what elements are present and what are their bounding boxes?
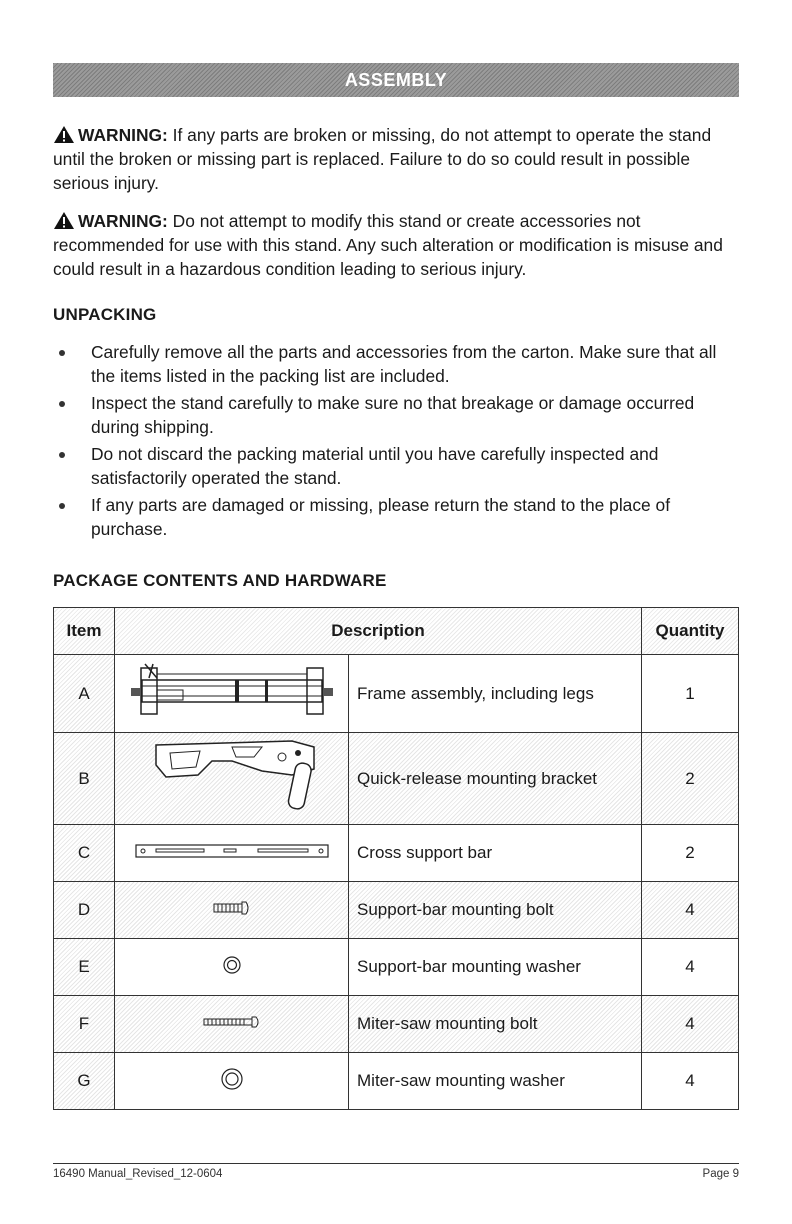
bullet-icon [59, 503, 65, 509]
cross-bar-icon [134, 843, 330, 859]
item-quantity: 4 [642, 882, 739, 939]
frame-assembly-icon [127, 660, 337, 722]
section-banner [53, 63, 739, 97]
footer-divider [53, 1163, 739, 1164]
table-row [54, 733, 739, 825]
washer-icon [220, 1067, 244, 1091]
item-description: Quick-release mounting bracket [349, 733, 642, 825]
bullet-icon [59, 452, 65, 458]
table-row [54, 996, 739, 1053]
mounting-bracket-icon [142, 735, 322, 817]
item-description: Frame assembly, including legs [349, 655, 642, 733]
item-description: Miter-saw mounting washer [349, 1053, 642, 1110]
table-row [54, 655, 739, 733]
list-item: If any parts are damaged or missing, please return the stand to the place of purchase. [53, 493, 743, 541]
unpacking-heading: UNPACKING [53, 305, 157, 324]
warning-paragraph-1 [53, 123, 743, 195]
item-image-cell [115, 825, 349, 882]
column-header-description: Description [115, 608, 642, 655]
bullet-icon [59, 350, 65, 356]
warning-text: Do not attempt to modify this stand or create accessories not recommended for use with this stand. Any such alteration or modification is misuse and could result in a hazardous condition leading to serious injury. [53, 211, 723, 279]
item-letter: A [54, 655, 115, 733]
unpacking-list [53, 340, 743, 544]
item-description: Miter-saw mounting bolt [349, 996, 642, 1053]
item-image-cell [115, 882, 349, 939]
package-heading: PACKAGE CONTENTS AND HARDWARE [53, 571, 387, 590]
short-bolt-icon [212, 900, 252, 916]
list-item: Carefully remove all the parts and accessories from the carton. Make sure that all the items listed in the packing list are included. [53, 340, 743, 388]
item-description: Support-bar mounting bolt [349, 882, 642, 939]
item-letter: E [54, 939, 115, 996]
footer-page-number: Page 9 [702, 1168, 739, 1180]
washer-icon [222, 955, 242, 975]
item-quantity: 2 [642, 733, 739, 825]
item-image-cell [115, 655, 349, 733]
footer-document-id: 16490 Manual_Revised_12-0604 [53, 1168, 223, 1180]
table-header-row [54, 608, 739, 655]
item-image-cell [115, 733, 349, 825]
bullet-icon [59, 401, 65, 407]
warning-triangle-icon [53, 125, 75, 144]
item-letter: D [54, 882, 115, 939]
item-letter: C [54, 825, 115, 882]
warning-triangle-icon [53, 211, 75, 230]
item-quantity: 4 [642, 1053, 739, 1110]
item-description: Cross support bar [349, 825, 642, 882]
warning-paragraph-2 [53, 209, 743, 281]
section-title: ASSEMBLY [344, 69, 448, 90]
table-row [54, 939, 739, 996]
item-letter: G [54, 1053, 115, 1110]
table-row [54, 882, 739, 939]
item-quantity: 4 [642, 996, 739, 1053]
long-bolt-icon [202, 1015, 262, 1029]
item-quantity: 4 [642, 939, 739, 996]
item-description: Support-bar mounting washer [349, 939, 642, 996]
column-header-quantity: Quantity [642, 608, 739, 655]
warning-label: WARNING: [78, 125, 168, 145]
parts-table [53, 607, 739, 1110]
warning-text: If any parts are broken or missing, do not attempt to operate the stand until the broken or missing part is replaced. Failure to do so could result in possible serious injury. [53, 125, 712, 193]
list-item: Do not discard the packing material until you have carefully inspected and satisfactorily operated the stand. [53, 442, 743, 490]
table-row [54, 1053, 739, 1110]
column-header-item: Item [54, 608, 115, 655]
list-item: Inspect the stand carefully to make sure no that breakage or damage occurred during shipping. [53, 391, 743, 439]
item-image-cell [115, 939, 349, 996]
item-image-cell [115, 996, 349, 1053]
table-row [54, 825, 739, 882]
item-letter: F [54, 996, 115, 1053]
item-letter: B [54, 733, 115, 825]
warning-label: WARNING: [78, 211, 168, 231]
item-quantity: 1 [642, 655, 739, 733]
item-image-cell [115, 1053, 349, 1110]
item-quantity: 2 [642, 825, 739, 882]
